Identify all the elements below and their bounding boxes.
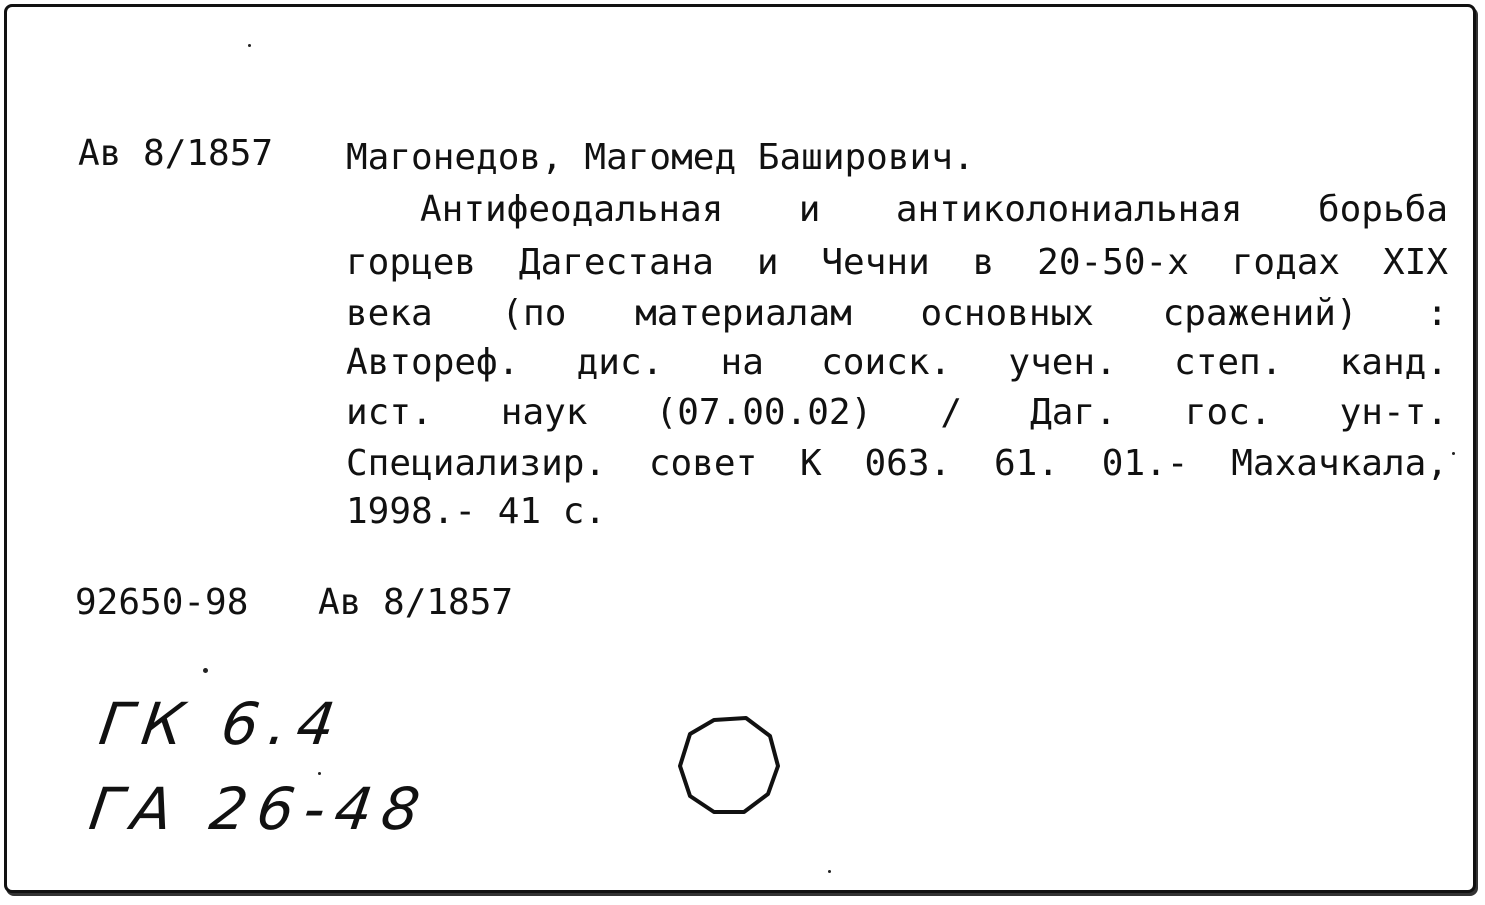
handwritten-note-2: ГА 26-48 <box>85 775 434 843</box>
description-line-3: века (по материалам основных сражений) : <box>346 293 1448 334</box>
description-line-5: ист. наук (07.00.02) / Даг. гос. ун-т. <box>346 392 1448 433</box>
description-line-1: Антифеодальная и антиколониальная борьба <box>420 189 1448 230</box>
speck <box>828 870 831 873</box>
author-heading: Магонедов, Магомед Баширович. <box>346 137 975 178</box>
handwritten-note-1: ГК 6.4 <box>95 690 349 758</box>
description-line-6: Специализир. совет К 063. 61. 01.- Махачкала, <box>346 443 1448 484</box>
speck <box>248 44 251 47</box>
speck <box>1452 452 1455 455</box>
inventory-number: 92650-98 <box>75 582 249 623</box>
description-line-7: 1998.- 41 с. <box>346 491 607 532</box>
speck <box>318 772 321 775</box>
speck <box>203 668 208 673</box>
description-line-4: Автореф. дис. на соиск. учен. степ. канд. <box>346 342 1448 383</box>
inventory-call-number: Ав 8/1857 <box>318 582 514 623</box>
call-number: Ав 8/1857 <box>78 133 274 174</box>
description-line-2: горцев Дагестана и Чечни в 20-50-х годах XIX <box>346 242 1448 283</box>
punched-hole-mark <box>676 714 786 818</box>
